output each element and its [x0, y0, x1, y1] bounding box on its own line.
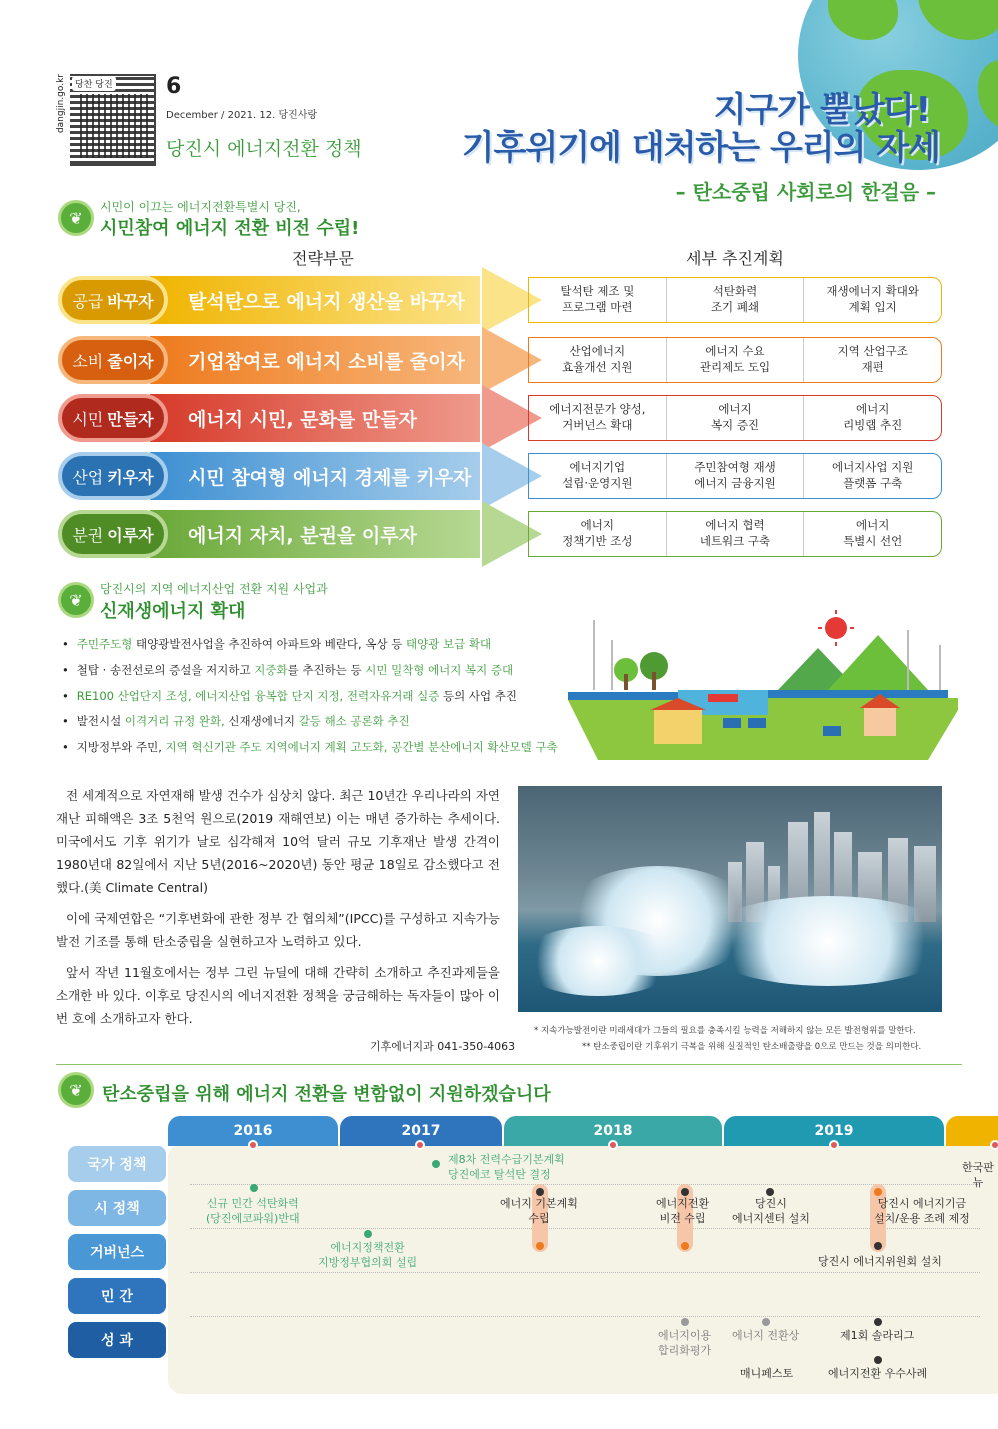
year-2016: 2016	[168, 1116, 338, 1146]
bullet-text: 태양광 보급 확대	[405, 637, 492, 651]
plan-row	[528, 337, 942, 383]
plan-cell: 재생에너지 확대와 계획 입지	[803, 278, 941, 322]
footnote-2: ** 탄소중립이란 기후위기 극복을 위해 실질적인 탄소배출량을 0으로 만드는 것을 의미한다.	[582, 1042, 922, 1052]
plan-cell: 에너지 수요 관리제도 도입	[666, 338, 804, 382]
bullet-text: 지중화	[254, 662, 288, 677]
plan-cell: 에너지기업 설립·운영지원	[562, 460, 633, 490]
bullet-text: 시민 밀착형 에너지 복지 증대	[365, 662, 514, 677]
bullet-text: 갈등 해소 공론화 추진	[298, 714, 410, 729]
event-result-2018: 에너지이용 합리화평가	[658, 1329, 712, 1357]
renewable-subheading: 당진시의 지역 에너지산업 전환 지원 사업과	[100, 582, 328, 596]
bullet-text: RE100 산업단지 조성, 에너지산업 융복합 단지 지정, 전력자유거래 실증	[76, 688, 440, 703]
bullet-text: 지방정부와 주민,	[76, 740, 166, 755]
section-title: 당진시 에너지전환 정책	[166, 138, 362, 160]
event-dot	[766, 1188, 774, 1196]
article-paragraph: 이에 국제연합은 “기후변화에 관한 정부 간 협의체”(IPCC)를 구성하고 지속가능발전 기조를 통해 탄소중립을 실현하고자 노력하고 있다.	[56, 911, 500, 949]
event-city-2019b: 당진시 에너지기금 설치/운용 조례 제정	[874, 1197, 970, 1225]
plan-cell: 에너지 정책기반 조성	[562, 518, 633, 548]
plan-cell: 에너지 협력 네트워크 구축	[666, 512, 804, 556]
city-badge: 당찬 당진	[72, 76, 116, 91]
event-city-2019a: 당진시 에너지센터 설치	[732, 1197, 810, 1225]
year-2018: 2018	[504, 1116, 722, 1146]
category-city: 시 정책	[68, 1190, 166, 1226]
event-governance-2017: 에너지정책전환 지방정부협의회 설립	[318, 1241, 418, 1269]
year-2017: 2017	[340, 1116, 502, 1146]
event-result-2019a: 에너지 전환상	[732, 1329, 800, 1342]
renewable-heading: 신재생에너지 확대	[100, 601, 246, 622]
event-national-next: 한국판뉴	[962, 1161, 994, 1189]
article-paragraph: 앞서 작년 11월호에서는 정부 그린 뉴딜에 대해 간략히 소개하고 추진과제들을 소개한 바 있다. 이후로 당진시의 에너지전환 정책을 궁금해하는 독자들이 많아 이번 호에 소개하고자 한다.	[56, 965, 500, 1026]
event-city-2018b: 에너지전환 비전 수립	[656, 1197, 710, 1225]
strategy-tag-area: 소비	[72, 351, 104, 371]
event-dot	[681, 1242, 689, 1250]
bullet-item	[62, 638, 602, 652]
strategy-tag-verb: 바꾸자	[107, 291, 154, 311]
plan-cell: 에너지전문가 양성, 거버넌스 확대	[549, 402, 646, 432]
renewable-bullet-list	[62, 638, 602, 767]
vision-heading: 시민참여 에너지 전환 비전 수립!	[100, 218, 360, 239]
eco-village-illustration	[568, 590, 958, 760]
event-dot	[874, 1356, 882, 1364]
strategy-tag	[58, 510, 168, 558]
year-2019: 2019	[724, 1116, 944, 1146]
article-paragraph: 전 세계적으로 자연재해 발생 건수가 심상치 않다. 최근 10년간 우리나라의 자연재난 피해액은 3조 5천억 원으로(2019 재해연보) 이는 매년 증가하는 추세이다. 미국에서도 기후 위기가 날로 심각해져 10억 달러 규모 기후재난 발생 간격이 1980년대 82일에서 지난 5년(2016~2020년) 동안 평균 18일로 감소했다고 전했다.(美 Climate Central)	[56, 788, 500, 895]
strategy-tag	[58, 394, 168, 442]
strategy-tag-verb: 만들자	[107, 409, 154, 429]
strategy-tag-area: 산업	[72, 467, 104, 487]
strategy-tag-verb: 이루자	[107, 525, 154, 545]
plan-cell: 에너지 특별시 선언	[803, 512, 941, 556]
year-marker	[829, 1140, 839, 1150]
strategy-band: 에너지 자치, 분권을 이루자	[150, 510, 480, 558]
bullet-item	[62, 664, 602, 678]
strategy-band: 시민 참여형 에너지 경제를 키우자	[150, 452, 480, 500]
section-divider	[56, 1064, 962, 1065]
event-dot	[681, 1318, 689, 1326]
category-results: 성 과	[68, 1322, 166, 1358]
bullet-text: 발전시설	[76, 714, 125, 729]
storm-surge-photo	[518, 786, 942, 1012]
strategy-tag	[58, 452, 168, 500]
plan-row	[528, 453, 942, 499]
strategy-tag-area: 공급	[72, 291, 104, 311]
category-private: 민 간	[68, 1278, 166, 1314]
event-dot	[364, 1230, 372, 1238]
bullet-text: 이격거리 규정 완화,	[124, 714, 225, 729]
bullet-text: 태양광발전사업을 추진하여 아파트와 베란다, 옥상 등	[132, 637, 406, 651]
event-dot	[536, 1188, 544, 1196]
headline-line1: 지구가 뿔났다!	[713, 90, 930, 130]
strategy-band: 기업참여로 에너지 소비를 줄이자	[150, 336, 480, 384]
plan-row	[528, 395, 942, 441]
event-dot	[250, 1184, 258, 1192]
plan-cell: 에너지 복지 증진	[666, 396, 804, 440]
event-result-2019d: 에너지전환 우수사례	[828, 1367, 928, 1380]
event-dot	[874, 1242, 882, 1250]
vision-subheading: 시민이 이끄는 에너지전환특별시 당진,	[100, 200, 301, 214]
event-city-2018a: 에너지 기본계획 수립	[500, 1197, 578, 1225]
row-separator	[190, 1272, 980, 1273]
strategy-tag-area: 분권	[72, 525, 104, 545]
event-national-2017: 제8차 전력수급기본계획 당진에코 탈석탄 결정	[448, 1153, 565, 1181]
strategy-tag	[58, 276, 168, 324]
strategy-band: 에너지 시민, 문화를 만들자	[150, 394, 480, 442]
event-city-2016: 신규 민간 석탄화력 (당진에코파워)반대	[206, 1197, 300, 1225]
bullet-text: 신재생에너지	[224, 714, 299, 729]
category-governance: 거버넌스	[68, 1234, 166, 1270]
category-national: 국가 정책	[68, 1146, 166, 1182]
bullet-item	[62, 715, 602, 729]
article-body	[56, 784, 500, 1038]
bullet-text: 주민주도형	[76, 637, 133, 651]
timeline-heading: 탄소중립을 위해 에너지 전환을 변함없이 지원하겠습니다	[102, 1084, 551, 1105]
bullet-text: 철탑 · 송전선로의 증설을 저지하고	[76, 662, 255, 677]
timeline-panel	[168, 1144, 998, 1394]
plan-cell: 산업에너지 효율개선 지원	[562, 344, 633, 374]
event-result-2019b: 제1회 솔라리그	[840, 1329, 915, 1342]
plan-row	[528, 277, 942, 323]
plan-column-header: 세부 추진계획	[686, 249, 784, 268]
event-dot	[874, 1188, 882, 1196]
plan-cell: 탈석탄 제조 및 프로그램 마련	[560, 284, 635, 314]
event-dot	[536, 1242, 544, 1250]
plan-cell: 지역 산업구조 재편	[803, 338, 941, 382]
plan-cell: 석탄화력 조기 폐쇄	[666, 278, 804, 322]
bullet-text: 등의 사업 추진	[439, 688, 518, 703]
leaf-icon: ❦	[58, 582, 94, 618]
year-marker	[248, 1140, 258, 1150]
plan-cell: 에너지사업 지원 플랫폼 구축	[803, 454, 941, 498]
event-dot	[432, 1160, 440, 1168]
event-result-2019c: 매니페스토	[740, 1367, 794, 1380]
row-separator	[190, 1184, 980, 1185]
year-marker	[990, 1140, 998, 1150]
event-dot	[874, 1318, 882, 1326]
strategy-tag-verb: 키우자	[107, 467, 154, 487]
page-number: 6	[166, 74, 182, 99]
event-dot	[762, 1318, 770, 1326]
strategy-band: 탈석탄으로 에너지 생산을 바꾸자	[150, 276, 480, 324]
strategy-tag	[58, 336, 168, 384]
leaf-icon: ❦	[58, 1072, 94, 1108]
strategy-tag-verb: 줄이자	[107, 351, 154, 371]
bullet-text: 지역 혁신기관 주도 지역에너지 계획 고도화, 공간별 분산에너지 확산모델 구축	[165, 740, 558, 755]
leaf-icon: ❦	[58, 200, 94, 236]
strategy-column-header: 전략부문	[292, 249, 354, 268]
year-marker	[415, 1140, 425, 1150]
qr-caption: dangjin.go.kr	[56, 74, 70, 166]
event-dot	[681, 1188, 689, 1196]
year-marker	[608, 1140, 618, 1150]
row-separator	[190, 1316, 980, 1317]
headline-line2: 기후위기에 대처하는 우리의 자세	[461, 128, 940, 168]
plan-cell: 주민참여형 재생 에너지 금융지원	[666, 454, 804, 498]
row-separator	[190, 1228, 980, 1229]
strategy-tag-area: 시민	[72, 409, 104, 429]
bullet-text: 를 추진하는 등	[287, 662, 366, 677]
footnote-1: * 지속가능발전이란 미래세대가 그들의 필요를 충족시킬 능력을 저해하지 않는 모든 발전형위를 말한다.	[534, 1026, 916, 1036]
event-governance-2019: 당진시 에너지위원회 설치	[818, 1255, 942, 1268]
bullet-item	[62, 690, 602, 704]
contact-info: 기후에너지과 041-350-4063	[370, 1040, 516, 1053]
plan-cell: 에너지 리빙랩 추진	[803, 396, 941, 440]
headline-subtitle: – 탄소중립 사회로의 한걸음 –	[675, 180, 936, 204]
issue-label: December / 2021. 12. 당진사랑	[166, 110, 318, 121]
plan-row	[528, 511, 942, 557]
bullet-item	[62, 741, 602, 755]
